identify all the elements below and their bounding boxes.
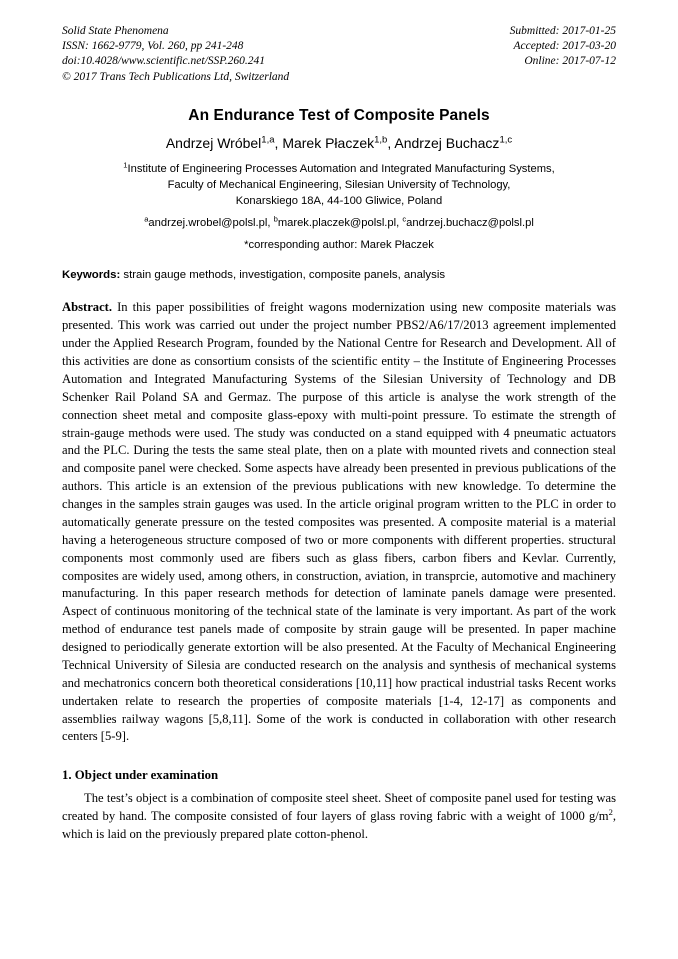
email-sup-a: a [144, 214, 149, 224]
email-block [62, 214, 616, 230]
online-date: Online: 2017-07-12 [524, 55, 616, 68]
author-2-name: Marek Płaczek [282, 134, 375, 151]
section-1-paragraph-sup: 2 [608, 806, 613, 817]
issn-line: ISSN: 1662-9779, Vol. 260, pp 241-248 [62, 40, 244, 53]
section-1-paragraph-pre: The test’s object is a combination of composite steel sheet. Sheet of composite panel used for testing was created by hand. The composite consisted of four layers of glass roving fabric with a weight of 1000 g/m [62, 791, 616, 824]
affiliation-line-3: Konarskiego 18A, 44-100 Gliwice, Poland [235, 195, 443, 208]
author-sep-2: , [387, 134, 395, 151]
email-b[interactable]: marek.placzek@polsl.pl, [277, 217, 403, 230]
author-3-sup: 1,c [499, 134, 513, 146]
author-sep-1: , [274, 134, 283, 151]
keywords-line [62, 269, 616, 281]
affiliation-line-2: Faculty of Mechanical Engineering, Silesian University of Technology, [167, 178, 511, 191]
submitted-date: Submitted: 2017-01-25 [509, 25, 616, 37]
keywords-label: Keywords: [62, 269, 121, 282]
abstract-text: In this paper possibilities of freight wagons modernization using new composite materials was presented. This work was carried out under the project number PBS2/A6/17/2013 agreement implemented under the Applied Research Program, founded by the National Centre for Research and Development. All of this activities are done as consortium consists of the scientific entity – the Institute of Engineering Processes Automation and Integrated Manufacturing Systems of the Silesian University of Technology and DB Schenker Rail Poland SA and Germaz. The purpose of this article is analyse the work strength of the connection sheet metal and composite glass-epoxy with multi-point pressure. To estimate the strength of strain-gauge methods were used. The study was conducted on a stand equipped with 4 pneumatic actuators and the PLC. During the tests the same steal plate, then on a plate with mounted rivets and connection steal and composite panel were checked. Some aspects have already been presented in previous publications of the authors. This article is an extension of the previous publications with new knowledge. To determine the changes in the samples strain gauges was used. In the article original program written to the PLC in order to automatically generate pressure on the tested composites was presented. A composite material is a material having a heterogeneous structure composed of two or more components with different properties. structural components most commonly used are fibers such as glass fibers, carbon fibers and Kevlar. Currently, composites are widely used, among others, in construction, aviation, in transprcie, automotive and machinery manufacturing. In this paper research methods for detection of laminate panels damage were presented. Aspect of continuous monitoring of the technical state of the laminate is very important. As part of the work method of endurance test panels made of composite by strain gauge will be presented. In paper machine designed to periodically generate extortion will be also presented. At the Faculty of Mechanical Engineering Technical University of Silesia are conducted research on the analysis and synthesis of mechanical systems and mechatronics concern both theoretical considerations [10,11] how practical industrial tasks Recent works undertaken relate to research the properties of composite materials [1-4, 12-17] as components and assemblies railway wagons [5,8,11]. Some of the work is conducted in collaboration with other research centers [5-9]. [62, 300, 616, 744]
email-sup-b: b [273, 214, 278, 224]
copyright-line: © 2017 Trans Tech Publications Ltd, Switzerland [62, 70, 290, 83]
abstract-block [62, 299, 616, 746]
keywords-value: strain gauge methods, investigation, composite panels, analysis [120, 269, 446, 282]
section-1-paragraph [62, 790, 616, 844]
section-1-paragraph-post: , which is laid on the previously prepared plate cotton-phenol. [62, 809, 616, 842]
author-3-name: Andrzej Buchacz [394, 134, 500, 151]
affiliation-block [90, 161, 589, 210]
author-1-name: Andrzej Wróbel [165, 134, 262, 151]
affiliation-line-1: Institute of Engineering Processes Automation and Integrated Manufacturing Systems, [127, 162, 555, 175]
section-1-heading: 1. Object under examination [62, 768, 219, 783]
doi-line: doi:10.4028/www.scientific.net/SSP.260.241 [62, 55, 266, 68]
page-title: An Endurance Test of Composite Panels [188, 106, 490, 124]
email-sup-c: c [402, 214, 407, 224]
author-list [62, 135, 616, 151]
journal-name: Solid State Phenomena [62, 25, 169, 37]
affiliation-sup: 1 [123, 159, 128, 169]
page-header [62, 24, 616, 85]
header-right [510, 24, 616, 85]
abstract-label: Abstract. [62, 300, 113, 315]
author-2-sup: 1,b [374, 134, 388, 146]
corresponding-author: *corresponding author: Marek Płaczek [244, 239, 434, 252]
header-left [62, 24, 289, 85]
accepted-date: Accepted: 2017-03-20 [513, 40, 616, 53]
author-1-sup: 1,a [261, 134, 275, 146]
email-a[interactable]: andrzej.wrobel@polsl.pl, [148, 217, 274, 230]
email-c[interactable]: andrzej.buchacz@polsl.pl [406, 217, 534, 230]
